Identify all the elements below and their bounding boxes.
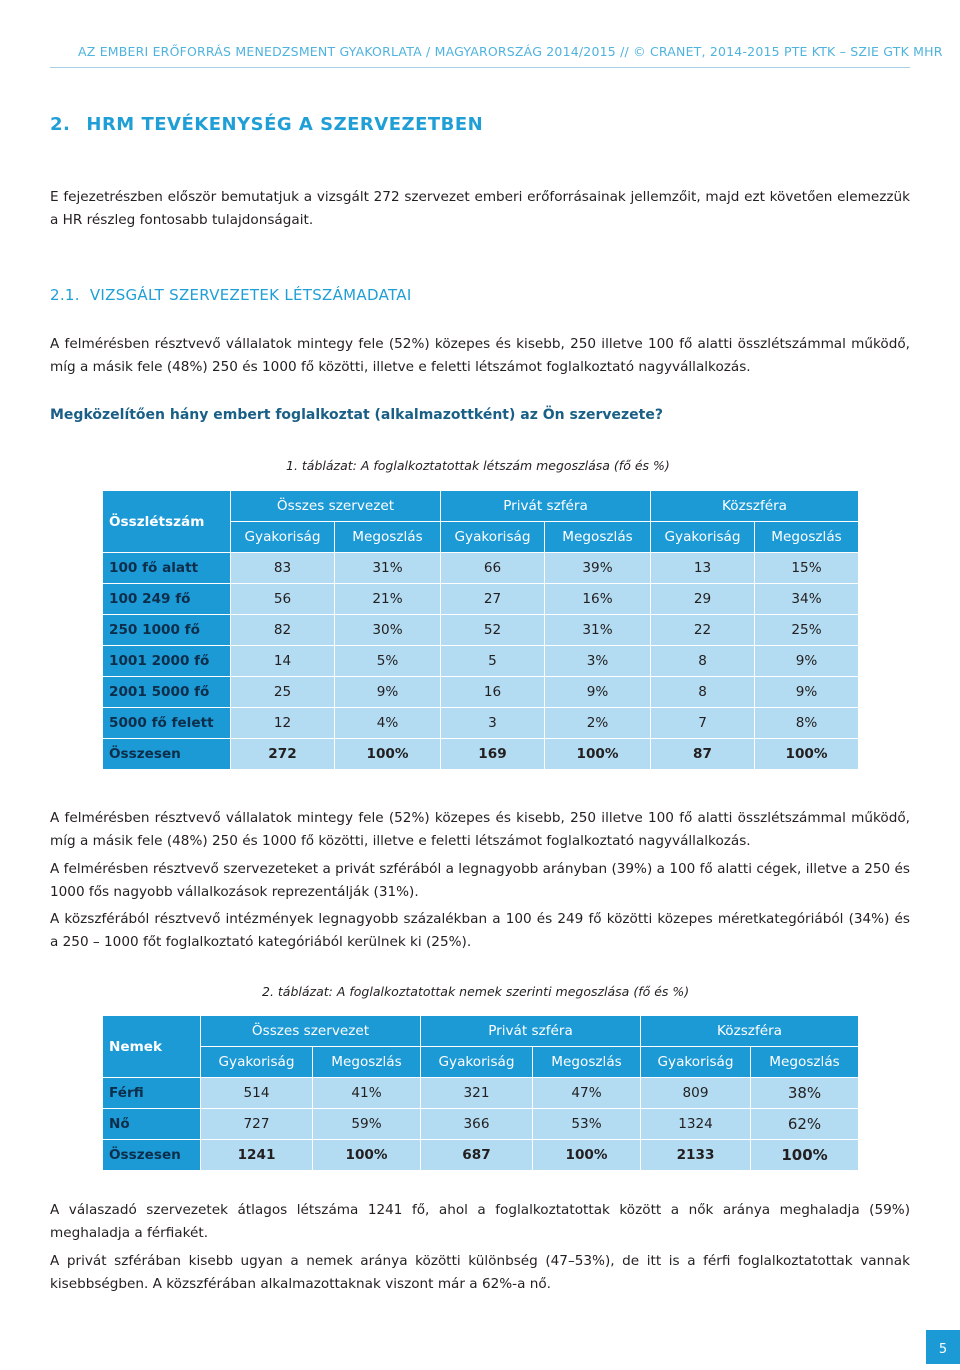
table-cell: 13	[651, 553, 755, 584]
row-label: 2001 5000 fő	[103, 677, 231, 708]
table2-group-public: Közszféra	[641, 1016, 859, 1047]
row-label: Összesen	[103, 739, 231, 770]
analysis-paragraph-2: A felmérésben résztvevő szervezeteket a privát szférából a legnagyobb arányban (39%) a 100 fő alatti cégek, illetve a 250 és 1000 fős nagyobb vállalkozások reprezentálják (31%).	[50, 861, 910, 900]
table-total-row	[103, 1140, 859, 1171]
table-cell: 53%	[533, 1109, 641, 1140]
table-cell: 59%	[313, 1109, 421, 1140]
header-divider	[50, 67, 910, 68]
page-number: 5	[926, 1330, 960, 1364]
row-label: Összesen	[103, 1140, 201, 1171]
table-cell: 687	[421, 1140, 533, 1171]
table-cell: 100%	[335, 739, 441, 770]
table2-corner-header: Nemek	[103, 1016, 201, 1078]
table-cell: 8%	[755, 708, 859, 739]
running-header: AZ EMBERI ERŐFORRÁS MENEDZSMENT GYAKORLATA / MAGYARORSZÁG 2014/2015 // © CRANET, 2014-2015 PTE KTK – SZIE GTK MHR	[78, 44, 943, 59]
section-number: 2.	[50, 114, 71, 135]
table2-group-private: Privát szféra	[421, 1016, 641, 1047]
table-cell: 9%	[755, 677, 859, 708]
table-cell: 56	[231, 584, 335, 615]
analysis-paragraph-1: A felmérésben résztvevő vállalatok mintegy fele (52%) közepes és kisebb, 250 illetve 100 fő alatti összlétszámmal működő, míg a másik fele (48%) 250 és 1000 fő közötti, illetve e feletti létszámot foglalkoztató nagyvállalkozás.	[50, 810, 910, 849]
table-cell: 9%	[545, 677, 651, 708]
table-cell: 34%	[755, 584, 859, 615]
section-intro: E fejezetrészben először bemutatjuk a vizsgált 272 szervezet emberi erőforrásainak jellemzőit, majd ezt követően elemezzük a HR részleg fontosabb tulajdonságait.	[50, 189, 910, 228]
row-label: 100 fő alatt	[103, 553, 231, 584]
table1-group-public: Közszféra	[651, 491, 859, 522]
table1-caption: 1. táblázat: A foglalkoztatottak létszám megoszlása (fő és %)	[286, 458, 670, 473]
table-cell: 27	[441, 584, 545, 615]
table1-corner-header: Összlétszám	[103, 491, 231, 553]
table-cell: 25	[231, 677, 335, 708]
table2-subheader: Gyakoriság	[641, 1047, 751, 1078]
table1-subheader: Gyakoriság	[441, 522, 545, 553]
table-cell: 4%	[335, 708, 441, 739]
table-cell: 31%	[545, 615, 651, 646]
table-cell: 2%	[545, 708, 651, 739]
table1-group-all: Összes szervezet	[231, 491, 441, 522]
table2-subheader: Gyakoriság	[421, 1047, 533, 1078]
table2-subheader: Megoszlás	[313, 1047, 421, 1078]
table-cell: 100%	[755, 739, 859, 770]
table2-subheader: Megoszlás	[533, 1047, 641, 1078]
table-cell: 31%	[335, 553, 441, 584]
table-row	[103, 646, 859, 677]
closing-paragraph-2: A privát szférában kisebb ugyan a nemek aránya közötti különbség (47–53%), de itt is a férfi foglalkoztatottak vannak kisebbségben. A közszférában alkalmazottaknak viszont már a 62%-a nő.	[50, 1253, 910, 1292]
table-cell: 15%	[755, 553, 859, 584]
table-cell: 82	[231, 615, 335, 646]
table-cell: 9%	[335, 677, 441, 708]
table2-subheader: Megoszlás	[751, 1047, 859, 1078]
table-cell: 8	[651, 646, 755, 677]
table1-group-private: Privát szféra	[441, 491, 651, 522]
table-cell: 100%	[533, 1140, 641, 1171]
row-label: Férfi	[103, 1078, 201, 1109]
table-row	[103, 553, 859, 584]
table-row	[103, 708, 859, 739]
subsection-number: 2.1.	[50, 286, 80, 304]
row-label: 100 249 fő	[103, 584, 231, 615]
table-cell: 14	[231, 646, 335, 677]
table-cell: 809	[641, 1078, 751, 1109]
table-cell: 100%	[313, 1140, 421, 1171]
row-label: Nő	[103, 1109, 201, 1140]
table-cell: 272	[231, 739, 335, 770]
table-cell: 62%	[751, 1109, 859, 1140]
subsection-heading	[50, 286, 412, 304]
table-cell: 22	[651, 615, 755, 646]
table-cell: 16	[441, 677, 545, 708]
closing-paragraph-1: A válaszadó szervezetek átlagos létszáma 1241 fő, ahol a foglalkoztatottak között a nők aránya meghaladja (59%) meghaladja a férfiakét.	[50, 1202, 910, 1241]
table-cell: 100%	[545, 739, 651, 770]
table-cell: 3	[441, 708, 545, 739]
table-row	[103, 1078, 859, 1109]
table-row	[103, 615, 859, 646]
table-cell: 39%	[545, 553, 651, 584]
table-cell: 8	[651, 677, 755, 708]
table-cell: 1324	[641, 1109, 751, 1140]
section-title: HRM TEVÉKENYSÉG A SZERVEZETBEN	[86, 114, 484, 135]
table-cell: 30%	[335, 615, 441, 646]
table-row	[103, 1109, 859, 1140]
table-cell: 87	[651, 739, 755, 770]
table2-caption: 2. táblázat: A foglalkoztatottak nemek szerinti megoszlása (fő és %)	[262, 984, 690, 999]
table-cell: 1241	[201, 1140, 313, 1171]
table-cell: 2133	[641, 1140, 751, 1171]
table-cell: 25%	[755, 615, 859, 646]
table1-subheader: Gyakoriság	[231, 522, 335, 553]
table2-group-all: Összes szervezet	[201, 1016, 421, 1047]
table-cell: 12	[231, 708, 335, 739]
headcount-table	[102, 490, 859, 770]
table-cell: 366	[421, 1109, 533, 1140]
table2-subheader: Gyakoriság	[201, 1047, 313, 1078]
section-heading	[50, 114, 483, 135]
subsection-paragraph: A felmérésben résztvevő vállalatok mintegy fele (52%) közepes és kisebb, 250 illetve 100 fő alatti összlétszámmal működő, míg a másik fele (48%) 250 és 1000 fő közötti, illetve e feletti létszámot foglalkoztató nagyvállalkozás.	[50, 336, 910, 375]
row-label: 1001 2000 fő	[103, 646, 231, 677]
table-cell: 38%	[751, 1078, 859, 1109]
table-cell: 514	[201, 1078, 313, 1109]
table-cell: 9%	[755, 646, 859, 677]
table-cell: 41%	[313, 1078, 421, 1109]
table1-subheader: Gyakoriság	[651, 522, 755, 553]
table-cell: 727	[201, 1109, 313, 1140]
row-label: 250 1000 fő	[103, 615, 231, 646]
table-row	[103, 584, 859, 615]
analysis-paragraph-3: A közszférából résztvevő intézmények legnagyobb százalékban a 100 és 249 fő közötti közepes méretkategóriából (34%) és a 250 – 1000 főt foglalkoztató kategóriából kerülnek ki (25%).	[50, 911, 910, 950]
table-cell: 5	[441, 646, 545, 677]
row-label: 5000 fő felett	[103, 708, 231, 739]
table-cell: 169	[441, 739, 545, 770]
table-total-row	[103, 739, 859, 770]
gender-table	[102, 1015, 859, 1171]
table-row	[103, 677, 859, 708]
table-cell: 5%	[335, 646, 441, 677]
table-cell: 321	[421, 1078, 533, 1109]
table1-subheader: Megoszlás	[755, 522, 859, 553]
table-cell: 29	[651, 584, 755, 615]
table-cell: 3%	[545, 646, 651, 677]
table1-subheader: Megoszlás	[545, 522, 651, 553]
table-cell: 7	[651, 708, 755, 739]
table-cell: 21%	[335, 584, 441, 615]
table-cell: 52	[441, 615, 545, 646]
table-cell: 16%	[545, 584, 651, 615]
subsection-title: VIZSGÁLT SZERVEZETEK LÉTSZÁMADATAI	[89, 286, 412, 304]
table-cell: 66	[441, 553, 545, 584]
table-cell: 100%	[751, 1140, 859, 1171]
table-cell: 83	[231, 553, 335, 584]
survey-question: Megközelítően hány embert foglalkoztat (alkalmazottként) az Ön szervezete?	[50, 407, 663, 423]
table-cell: 47%	[533, 1078, 641, 1109]
table1-subheader: Megoszlás	[335, 522, 441, 553]
